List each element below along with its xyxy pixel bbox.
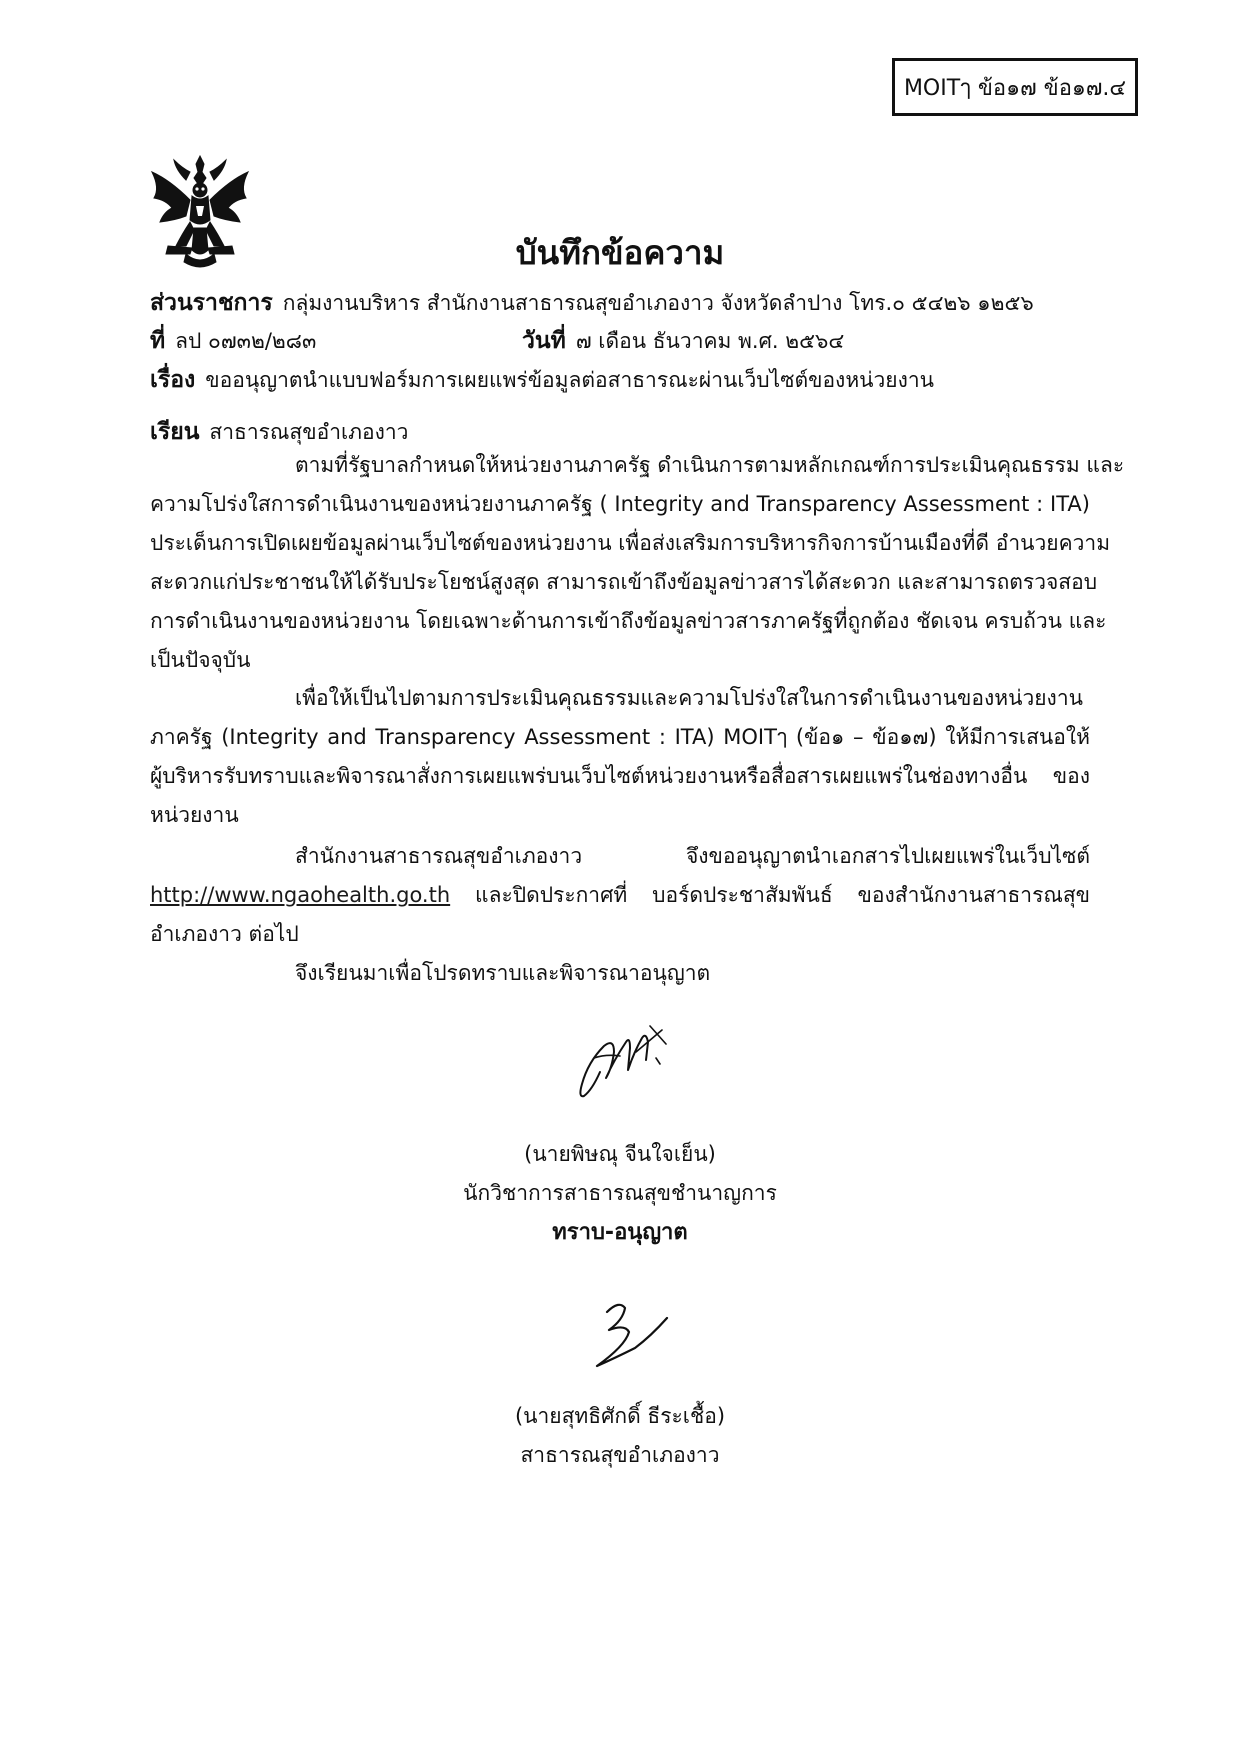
number-value: ลป ๐๗๓๒/๒๘๓	[175, 329, 317, 353]
paragraph-line: การดำเนินงานของหน่วยงาน โดยเฉพาะด้านการเข้าถึงข้อมูลข่าวสารภาครัฐที่ถูกต้อง ชัดเจน ครบถ้วน และ	[150, 609, 1107, 633]
body-paragraph-2	[150, 679, 1090, 835]
date-group	[522, 330, 844, 353]
salutation-line	[150, 421, 408, 444]
signer-2-position: สาธารณสุขอำเภองาว	[520, 1443, 720, 1467]
salutation-label: เรียน	[150, 419, 200, 445]
body-paragraph-1	[150, 446, 1125, 680]
paragraph-line: เป็นปัจจุบัน	[150, 648, 251, 672]
paragraph-line: อำเภองาว ต่อไป	[150, 922, 299, 946]
paragraph-line: สะดวกแก่ประชาชนให้ได้รับประโยชน์สูงสุด สามารถเข้าถึงข้อมูลข่าวสารได้สะดวก และสามารถตรวจสอบ	[150, 570, 1098, 594]
salutation-value: สาธารณสุขอำเภองาว	[209, 420, 409, 444]
paragraph-line: ความโปร่งใสการดำเนินงานของหน่วยงานภาครัฐ ( Integrity and Transparency Assessment : ITA)	[150, 492, 1090, 516]
paragraph-line: หน่วยงาน	[150, 803, 239, 827]
subject-line	[150, 369, 934, 392]
date-label: วันที่	[522, 328, 566, 354]
agency-value: กลุ่มงานบริหาร สำนักงานสาธารณสุขอำเภองาว จังหวัดลำปาง โทร.๐ ๕๔๒๖ ๑๒๕๖	[282, 291, 1034, 315]
paragraph-line: ภาครัฐ (Integrity and Transparency Assessment : ITA) MOITๅ (ข้อ๑ – ข้อ๑๗) ให้มีการเสนอให้	[150, 725, 1090, 749]
paragraph-line: ประเด็นการเปิดเผยข้อมูลผ่านเว็บไซต์ของหน่วยงาน เพื่อส่งเสริมการบริหารกิจการบ้านเมืองที่ดี อำนวยความ	[150, 531, 1111, 555]
paragraph-line-rest: และปิดประกาศที่ บอร์ดประชาสัมพันธ์ ของสำนักงานสาธารณสุข	[450, 883, 1090, 907]
signer-2-name: (นายสุทธิศักดิ์ ธีระเชื้อ)	[514, 1404, 726, 1428]
subject-label: เรื่อง	[150, 367, 196, 393]
paragraph-line: ตามที่รัฐบาลกำหนดให้หน่วยงานภาครัฐ ดำเนินการตามหลักเกณฑ์การประเมินคุณธรรม และ	[295, 453, 1125, 477]
paragraph-line: สำนักงานสาธารณสุขอำเภองาว จึงขออนุญาตนำเอกสารไปเผยแพร่ในเว็บไซต์	[295, 844, 1090, 868]
body-paragraph-3	[150, 837, 1090, 993]
date-value: ๗ เดือน ธันวาคม พ.ศ. ๒๕๖๔	[575, 329, 845, 353]
subject-value: ขออนุญาตนำแบบฟอร์มการเผยแพร่ข้อมูลต่อสาธารณะผ่านเว็บไซต์ของหน่วยงาน	[205, 368, 935, 392]
signer-1-position: นักวิชาการสาธารณสุขชำนาญการ	[463, 1181, 777, 1205]
number-date-line	[150, 330, 1050, 353]
approval-note: ทราบ-อนุญาต	[552, 1220, 688, 1245]
signer-1-name: (นายพิษณุ จีนใจเย็น)	[524, 1142, 716, 1166]
number-label: ที่	[150, 328, 166, 354]
closing-line: จึงเรียนมาเพื่อโปรดทราบและพิจารณาอนุญาต	[295, 961, 711, 985]
paragraph-line: เพื่อให้เป็นไปตามการประเมินคุณธรรมและความโปร่งใสในการดำเนินงานของหน่วยงาน	[295, 686, 1083, 710]
signature-2-icon	[585, 1296, 675, 1376]
agency-label: ส่วนราชการ	[150, 290, 273, 316]
paragraph-line-with-link	[150, 876, 1090, 915]
signature-1-icon	[570, 1012, 680, 1102]
agency-line	[150, 292, 1034, 315]
memo-title: บันทึกข้อความ	[515, 233, 725, 272]
website-link[interactable]: http://www.ngaohealth.go.th	[150, 883, 451, 907]
paragraph-line: ผู้บริหารรับทราบและพิจารณาสั่งการเผยแพร่บนเว็บไซต์หน่วยงานหรือสื่อสารเผยแพร่ในช่องทางอื่น ของ	[150, 764, 1090, 788]
reference-box: MOITๅ ข้อ๑๗ ข้อ๑๗.๔	[892, 58, 1138, 116]
